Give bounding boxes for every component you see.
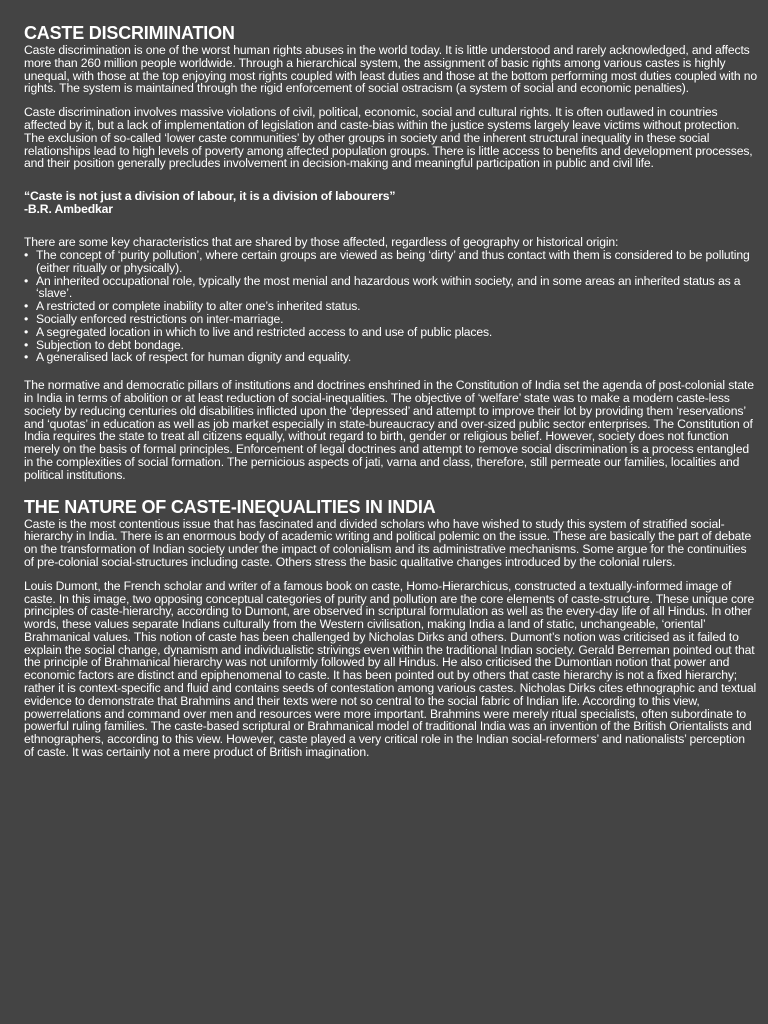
list-item: • The concept of ‘purity pollution’, where certain groups are viewed as being ‘dirty’ and thus contact with them is considered to be polluting (either ritually or physically). — [24, 247, 750, 275]
paragraph-exclusion: The exclusion of so-called ‘lower caste communities’ by other groups in society and the inherent structural inequality in these social relationships lead to high levels of poverty among affected population groups. There is little access to benefits and development processes, and their position generally precludes involvement in decision-making and meaningful participation in public and civil life. — [24, 130, 753, 171]
paragraph-violations: Caste discrimination involves massive violations of civil, political, economic, social and cultural rights. It is often outlawed in countries affected by it, but a lack of implementation of legislation and caste-bias within the justice systems largely leave victims without protection. — [24, 105, 740, 132]
characteristics-intro: There are some key characteristics that are shared by those affected, regardless of geography or historical origin: — [24, 235, 619, 250]
bullet-icon: • — [24, 273, 29, 288]
list-item: • Socially enforced restrictions on inter-marriage. — [24, 311, 284, 326]
bullet-icon: • — [24, 247, 29, 262]
list-item: • Subjection to debt bondage. — [24, 337, 184, 352]
ambedkar-quote — [24, 190, 758, 216]
list-item: • A restricted or complete inability to alter one’s inherited status. — [24, 299, 361, 314]
list-item: • An inherited occupational role, typically the most menial and hazardous work within society, and in some areas an inherited status as a ‘slave’. — [24, 273, 741, 301]
paragraph-dumont: Louis Dumont, the French scholar and writer of a famous book on caste, Homo-Hierarchicus, constructed a textually-informed image of caste. In this image, two opposing conceptual categories of purity and pollution are the core elements of caste-structure. These unique core principles of caste-hierarchy, according to Dumont, are observed in scriptural formulation as well as the every-day life of all Hindus. In other words, these values separate Indians culturally from the Western civilisation, making India a land of static, unchangeable, ‘oriental’ Brahmanical values. This notion of caste has been challenged by Nicholas Dirks and others. Dumont’s notion was criticised as it failed to explain the social change, dynamism and individualistic strivings even within the traditional Indian society. Gerald Berreman pointed out that the principle of Brahmanical hierarchy was not uniformly followed by all Hindus. He also criticised the Dumontian notion that power and economic factors are distinct and epiphenomenal to caste. It has been pointed out by others that caste hierarchy is not a fixed hierarchy; rather it is context-specific and fluid and contains seeds of contestation among various castes. Nicholas Dirks cites ethnographic and textual evidence to demonstrate that Brahmins and their texts were not so central to the social fabric of Indian life. According to this view, powerrelations and command over men and resources were more important. Brahmins were merely ritual specialists, often subordinate to powerful ruling families. The caste-based scriptural or Brahmanical model of traditional India was an invention of the British Orientalists and ethnographers, according to this view. However, caste played a very critical role in the Indian social-reformers’ and nationalists’ perception of caste. It was certainly not a mere product of British imagination. — [24, 578, 757, 760]
paragraph-constitution: The normative and democratic pillars of institutions and doctrines enshrined in the Constitution of India set the agenda of post-colonial state in India in terms of abolition or at least reduction of social-inequalities. The objective of ‘welfare’ state was to make a modern caste-less society by reducing centuries old disabilities inflicted upon the ‘depressed’ and attempt to improve their lot by providing them ‘reservations’ and ‘quotas’ in education as well as job market especially in state-bureaucracy and over-sized public sector enterprises. The Constitution of India requires the state to treat all citizens equally, without regard to birth, gender or religious belief. However, society does not function merely on the basis of formal principles. Enforcement of legal doctrines and attempt to remove social discrimination is a process entangled in the complexities of social formation. The pernicious aspects of jati, varna and class, therefore, still permeate our families, localities and political institutions. — [24, 378, 754, 482]
list-item: • A generalised lack of respect for human dignity and equality. — [24, 350, 352, 365]
characteristics-list — [24, 249, 758, 364]
quote-text: “Caste is not just a division of labour, it is a division of labourers” — [24, 189, 396, 204]
list-item: • A segregated location in which to live and restricted access to and use of public places. — [24, 324, 493, 339]
bullet-icon: • — [24, 324, 29, 339]
paragraph-intro: Caste discrimination is one of the worst human rights abuses in the world today. It is little understood and rarely acknowledged, and affects more than 260 million people worldwide. Through a hierarchical system, the assignment of basic rights among various castes is highly unequal, with those at the top enjoying most rights coupled with least duties and those at the bottom performing most duties coupled with no rights. The system is maintained through the rigid enforcement of social ostracism (a system of social and economic penalties). — [24, 43, 758, 96]
section-title-caste-discrimination: CASTE DISCRIMINATION — [24, 23, 235, 43]
bullet-icon: • — [24, 337, 29, 352]
bullet-icon: • — [24, 311, 29, 326]
section-title-nature-of-caste: THE NATURE OF CASTE-INEQUALITIES IN INDIA — [24, 496, 436, 517]
quote-author: -B.R. Ambedkar — [24, 202, 113, 217]
paragraph-contentious-issue: Caste is the most contentious issue that has fascinated and divided scholars who have wished to study this system of stratified social-hierarchy in India. There is an enormous body of academic writing and political polemic on the issue. These are basically the part of debate on the transformation of Indian society under the impact of colonialism and its administrative mechanisms. Some argue for the continuities of pre-colonial social-structures including caste. Others stress the basic qualitative changes introduced by the colonial rulers. — [24, 516, 752, 569]
bullet-icon: • — [24, 299, 29, 314]
bullet-icon: • — [24, 350, 29, 365]
